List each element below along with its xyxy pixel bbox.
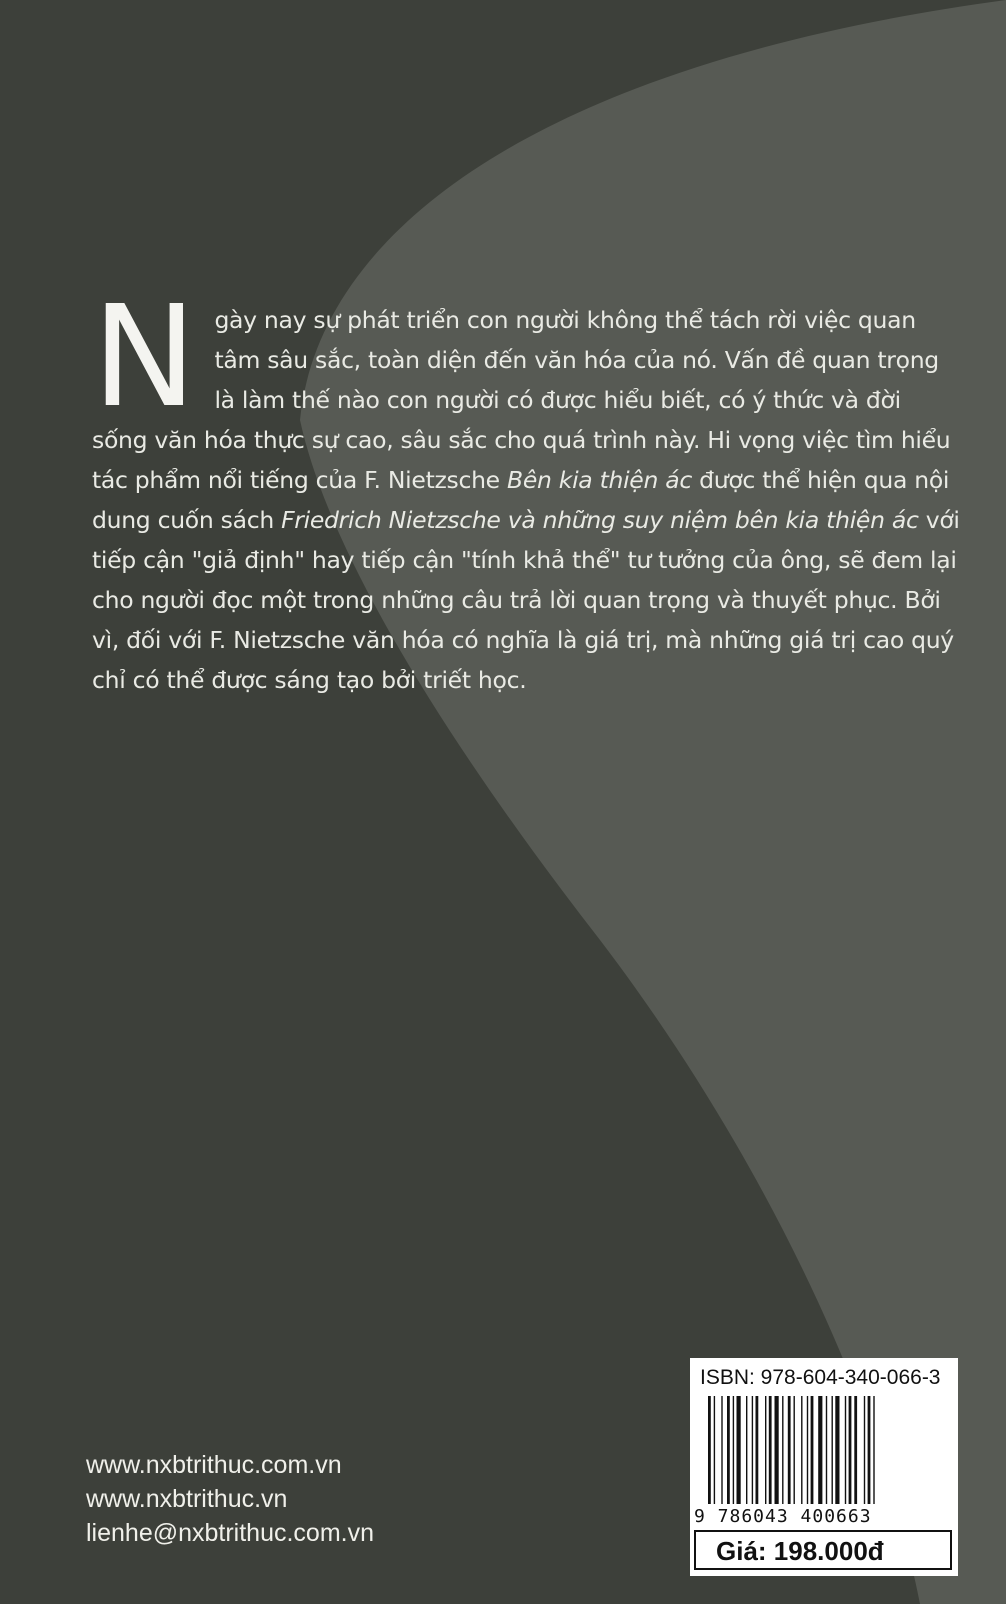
barcode-digits: 9 786043 400663 [694, 1506, 872, 1527]
isbn-label-box [690, 1358, 958, 1576]
blurb-text-part-3: với tiếp cận "giả định" hay tiếp cận "tính khả thể" tư tưởng của ông, sẽ đem lại cho người đọc một trong những câu trả lời quan trọng và thuyết phục. Bởi vì, đối với F. Nietzsche văn hóa có nghĩa là giá trị, mà những giá trị cao quý chỉ có thể được sáng tạo bởi triết học. [92, 506, 960, 694]
blurb-paragraph [92, 276, 962, 700]
isbn-number: ISBN: 978-604-340-066-3 [700, 1366, 941, 1389]
website-link-2[interactable]: www.nxbtrithuc.vn [86, 1485, 288, 1513]
publisher-contacts [86, 1448, 374, 1550]
website-link-1[interactable]: www.nxbtrithuc.com.vn [86, 1451, 342, 1479]
blurb-text-part-1: gày nay sự phát triển con người không thể tách rời việc quan tâm sâu sắc, toàn diện đến văn hóa của nó. Vấn đề quan trọng là làm thế nào con người có được hiểu biết, có ý thức và đời sống văn hóa thực sự cao, sâu sắc cho quá trình này. Hi vọng việc tìm hiểu tác phẩm nổi tiếng của F. Nietzsche [92, 306, 951, 494]
blurb-italic-title-2: Friedrich Nietzsche và những suy niệm bên kia thiện ác [281, 506, 919, 534]
email-link[interactable]: lienhe@nxbtrithuc.com.vn [86, 1519, 375, 1547]
price-box [694, 1530, 952, 1570]
price-label: Giá: 198.000đ [716, 1536, 884, 1566]
barcode-icon [708, 1396, 944, 1504]
blurb-italic-title-1: Bên kia thiện ác [507, 466, 692, 494]
drop-cap: N [92, 276, 197, 439]
blurb-text-part-2: được thể hiện qua nội dung cuốn sách [92, 466, 950, 534]
